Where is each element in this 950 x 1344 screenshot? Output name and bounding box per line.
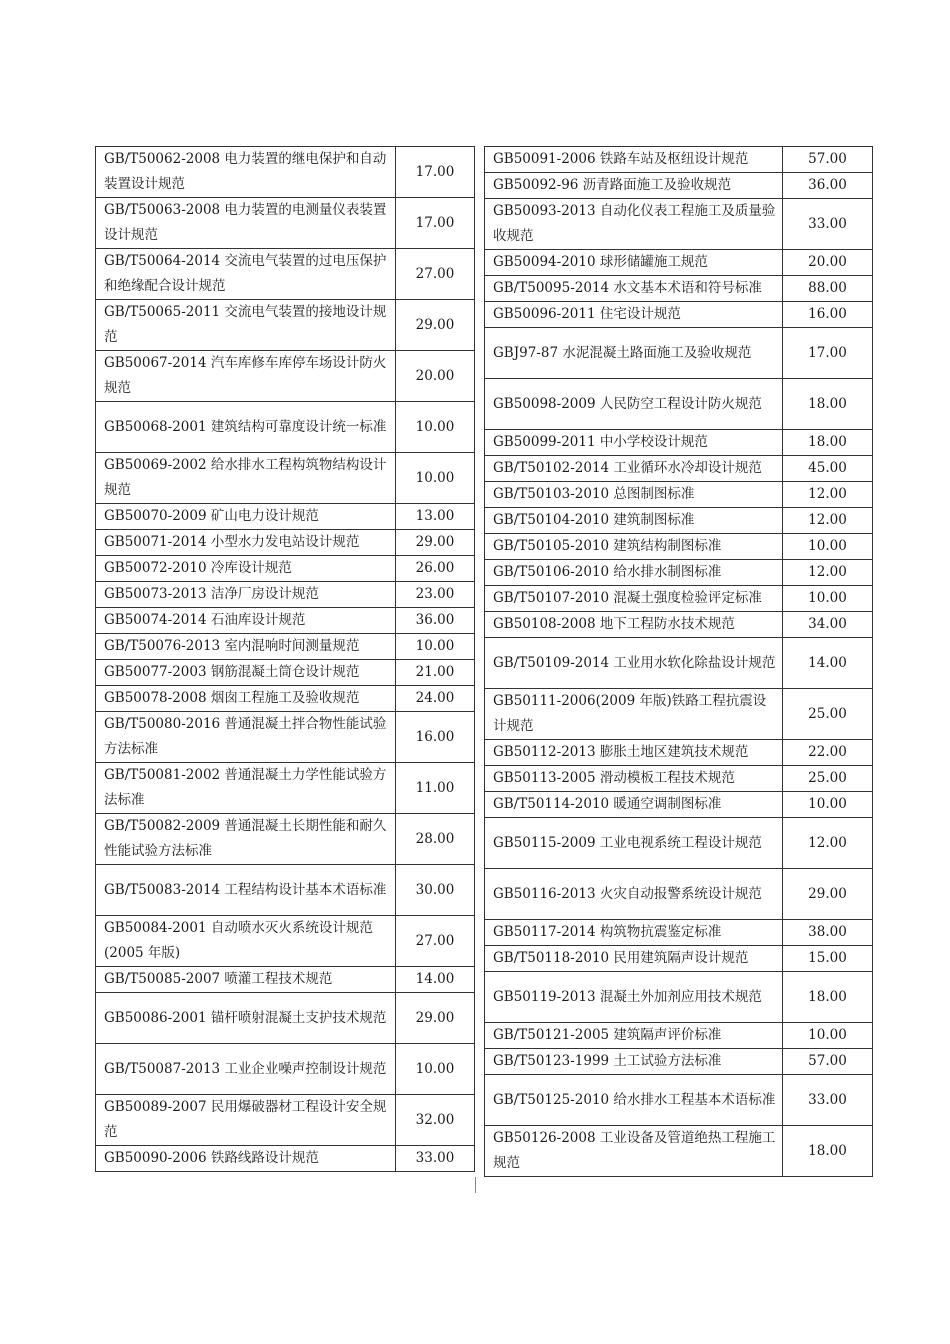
standard-name: GB50108-2008 地下工程防水技术规范 <box>485 612 783 638</box>
standard-name: GB/T50114-2010 暖通空调制图标准 <box>485 792 783 818</box>
standard-name: GB50115-2009 工业电视系统工程设计规范 <box>485 818 783 869</box>
standard-name: GB/T50080-2016 普通混凝土拌合物性能试验方法标准 <box>96 712 396 763</box>
standard-price: 33.00 <box>396 1146 475 1172</box>
table-row <box>485 302 873 328</box>
right-standards-table <box>484 146 873 1177</box>
standard-price: 25.00 <box>783 766 873 792</box>
standard-name: GB/T50081-2002 普通混凝土力学性能试验方法标准 <box>96 763 396 814</box>
table-row <box>96 814 475 865</box>
table-row <box>96 967 475 993</box>
standard-price: 13.00 <box>396 504 475 530</box>
standard-name: GB/T50107-2010 混凝土强度检验评定标准 <box>485 586 783 612</box>
standard-price: 29.00 <box>396 993 475 1044</box>
standard-name: GB50073-2013 洁净厂房设计规范 <box>96 582 396 608</box>
standard-price: 11.00 <box>396 763 475 814</box>
right-standards-column <box>484 146 873 1177</box>
standard-price: 24.00 <box>396 686 475 712</box>
standard-price: 10.00 <box>396 1044 475 1095</box>
table-row <box>485 534 873 560</box>
left-standards-column <box>95 146 475 1172</box>
standard-name: GB/T50083-2014 工程结构设计基本术语标准 <box>96 865 396 916</box>
table-row <box>96 660 475 686</box>
table-row <box>485 147 873 173</box>
standard-name: GB50077-2003 钢筋混凝土筒仓设计规范 <box>96 660 396 686</box>
standard-price: 17.00 <box>396 147 475 198</box>
table-row <box>485 869 873 920</box>
standard-price: 57.00 <box>783 147 873 173</box>
table-row <box>96 453 475 504</box>
standard-price: 29.00 <box>396 530 475 556</box>
standard-name: GB/T50095-2014 水文基本术语和符号标准 <box>485 276 783 302</box>
table-row <box>485 379 873 430</box>
table-row <box>96 608 475 634</box>
standard-price: 23.00 <box>396 582 475 608</box>
standard-price: 38.00 <box>783 920 873 946</box>
table-row <box>485 586 873 612</box>
table-row <box>96 504 475 530</box>
standard-price: 12.00 <box>783 508 873 534</box>
table-row <box>485 1126 873 1177</box>
column-divider <box>475 1177 476 1193</box>
standard-price: 30.00 <box>396 865 475 916</box>
standard-name: GB50086-2001 锚杆喷射混凝土支护技术规范 <box>96 993 396 1044</box>
table-row <box>485 456 873 482</box>
standard-name: GB/T50102-2014 工业循环水冷却设计规范 <box>485 456 783 482</box>
standard-name: GB50090-2006 铁路线路设计规范 <box>96 1146 396 1172</box>
standard-price: 88.00 <box>783 276 873 302</box>
standard-price: 25.00 <box>783 689 873 740</box>
standard-name: GB50126-2008 工业设备及管道绝热工程施工规范 <box>485 1126 783 1177</box>
table-row <box>96 300 475 351</box>
table-row <box>485 173 873 199</box>
table-row <box>96 686 475 712</box>
standard-price: 10.00 <box>783 792 873 818</box>
standard-price: 10.00 <box>783 586 873 612</box>
standard-name: GB50074-2014 石油库设计规范 <box>96 608 396 634</box>
standard-price: 18.00 <box>783 379 873 430</box>
standard-name: GB50119-2013 混凝土外加剂应用技术规范 <box>485 972 783 1023</box>
standard-price: 28.00 <box>396 814 475 865</box>
standard-price: 45.00 <box>783 456 873 482</box>
table-row <box>96 249 475 300</box>
standard-price: 10.00 <box>783 534 873 560</box>
table-row <box>485 1023 873 1049</box>
standard-name: GB/T50085-2007 喷灌工程技术规范 <box>96 967 396 993</box>
table-row <box>96 198 475 249</box>
standard-price: 20.00 <box>783 250 873 276</box>
standard-name: GB/T50123-1999 土工试验方法标准 <box>485 1049 783 1075</box>
standard-name: GB50112-2013 膨胀土地区建筑技术规范 <box>485 740 783 766</box>
standard-name: GB50093-2013 自动化仪表工程施工及质量验收规范 <box>485 199 783 250</box>
standard-name: GB/T50103-2010 总图制图标准 <box>485 482 783 508</box>
standard-price: 21.00 <box>396 660 475 686</box>
standard-price: 14.00 <box>396 967 475 993</box>
standard-price: 33.00 <box>783 1075 873 1126</box>
standard-name: GB50071-2014 小型水力发电站设计规范 <box>96 530 396 556</box>
standard-price: 16.00 <box>783 302 873 328</box>
standard-name: GB/T50125-2010 给水排水工程基本术语标准 <box>485 1075 783 1126</box>
table-row <box>485 1049 873 1075</box>
standard-price: 32.00 <box>396 1095 475 1146</box>
standard-price: 17.00 <box>783 328 873 379</box>
standard-name: GB50089-2007 民用爆破器材工程设计安全规范 <box>96 1095 396 1146</box>
table-row <box>96 712 475 763</box>
standard-name: GB50099-2011 中小学校设计规范 <box>485 430 783 456</box>
standard-name: GB/T50118-2010 民用建筑隔声设计规范 <box>485 946 783 972</box>
standard-price: 10.00 <box>396 634 475 660</box>
standard-name: GB/T50065-2011 交流电气装置的接地设计规范 <box>96 300 396 351</box>
table-row <box>485 612 873 638</box>
standard-name: GB/T50076-2013 室内混响时间测量规范 <box>96 634 396 660</box>
table-row <box>96 556 475 582</box>
table-row <box>96 530 475 556</box>
standard-price: 17.00 <box>396 198 475 249</box>
standard-name: GB50068-2001 建筑结构可靠度设计统一标准 <box>96 402 396 453</box>
standard-name: GB/T50063-2008 电力装置的电测量仪表装置设计规范 <box>96 198 396 249</box>
standard-price: 18.00 <box>783 430 873 456</box>
standard-name: GB/T50105-2010 建筑结构制图标准 <box>485 534 783 560</box>
standard-price: 12.00 <box>783 560 873 586</box>
table-row <box>485 792 873 818</box>
standard-name: GB50117-2014 构筑物抗震鉴定标准 <box>485 920 783 946</box>
table-row <box>96 402 475 453</box>
table-row <box>96 582 475 608</box>
standard-name: GB50067-2014 汽车库修车库停车场设计防火规范 <box>96 351 396 402</box>
standard-price: 29.00 <box>396 300 475 351</box>
table-row <box>485 482 873 508</box>
standard-price: 34.00 <box>783 612 873 638</box>
standard-name: GB50084-2001 自动喷水灭火系统设计规范(2005 年版) <box>96 916 396 967</box>
standard-price: 10.00 <box>396 453 475 504</box>
standard-price: 36.00 <box>396 608 475 634</box>
table-row <box>485 1075 873 1126</box>
standard-name: GB50069-2002 给水排水工程构筑物结构设计规范 <box>96 453 396 504</box>
table-row <box>96 1044 475 1095</box>
table-row <box>96 1095 475 1146</box>
standard-name: GB50072-2010 冷库设计规范 <box>96 556 396 582</box>
standard-price: 57.00 <box>783 1049 873 1075</box>
standard-name: GB50098-2009 人民防空工程设计防火规范 <box>485 379 783 430</box>
table-row <box>96 1146 475 1172</box>
table-row <box>485 818 873 869</box>
table-row <box>485 946 873 972</box>
table-row <box>96 916 475 967</box>
table-row <box>96 993 475 1044</box>
standard-price: 12.00 <box>783 818 873 869</box>
standard-price: 36.00 <box>783 173 873 199</box>
standard-price: 33.00 <box>783 199 873 250</box>
table-row <box>485 508 873 534</box>
table-row <box>485 766 873 792</box>
standard-name: GB/T50109-2014 工业用水软化除盐设计规范 <box>485 638 783 689</box>
standard-price: 12.00 <box>783 482 873 508</box>
standard-price: 26.00 <box>396 556 475 582</box>
standard-name: GB/T50104-2010 建筑制图标准 <box>485 508 783 534</box>
standard-name: GB/T50064-2014 交流电气装置的过电压保护和绝缘配合设计规范 <box>96 249 396 300</box>
table-row <box>485 430 873 456</box>
table-row <box>485 689 873 740</box>
table-row <box>485 638 873 689</box>
standard-name: GB/T50087-2013 工业企业噪声控制设计规范 <box>96 1044 396 1095</box>
standard-price: 15.00 <box>783 946 873 972</box>
standard-price: 14.00 <box>783 638 873 689</box>
standard-name: GB/T50121-2005 建筑隔声评价标准 <box>485 1023 783 1049</box>
standard-price: 16.00 <box>396 712 475 763</box>
table-row <box>485 250 873 276</box>
standard-name: GB/T50082-2009 普通混凝土长期性能和耐久性能试验方法标准 <box>96 814 396 865</box>
table-row <box>485 560 873 586</box>
standard-price: 27.00 <box>396 249 475 300</box>
standard-price: 18.00 <box>783 972 873 1023</box>
standard-name: GB50113-2005 滑动模板工程技术规范 <box>485 766 783 792</box>
table-row <box>96 351 475 402</box>
table-row <box>96 634 475 660</box>
standard-name: GB50070-2009 矿山电力设计规范 <box>96 504 396 530</box>
table-row <box>96 763 475 814</box>
standard-name: GB50091-2006 铁路车站及枢纽设计规范 <box>485 147 783 173</box>
standard-price: 22.00 <box>783 740 873 766</box>
standard-price: 10.00 <box>783 1023 873 1049</box>
standard-price: 27.00 <box>396 916 475 967</box>
standard-price: 20.00 <box>396 351 475 402</box>
standard-name: GB50078-2008 烟囱工程施工及验收规范 <box>96 686 396 712</box>
table-row <box>96 865 475 916</box>
standard-name: GBJ97-87 水泥混凝土路面施工及验收规范 <box>485 328 783 379</box>
standard-name: GB50094-2010 球形储罐施工规范 <box>485 250 783 276</box>
table-row <box>485 276 873 302</box>
standard-name: GB50096-2011 住宅设计规范 <box>485 302 783 328</box>
table-row <box>485 328 873 379</box>
standard-name: GB50092-96 沥青路面施工及验收规范 <box>485 173 783 199</box>
standard-price: 10.00 <box>396 402 475 453</box>
standard-name: GB50111-2006(2009 年版)铁路工程抗震设计规范 <box>485 689 783 740</box>
table-row <box>485 972 873 1023</box>
standard-price: 29.00 <box>783 869 873 920</box>
standard-price: 18.00 <box>783 1126 873 1177</box>
table-row <box>485 199 873 250</box>
table-row <box>485 740 873 766</box>
standard-name: GB50116-2013 火灾自动报警系统设计规范 <box>485 869 783 920</box>
table-row <box>485 920 873 946</box>
table-row <box>96 147 475 198</box>
left-standards-table <box>95 146 475 1172</box>
standard-name: GB/T50062-2008 电力装置的继电保护和自动装置设计规范 <box>96 147 396 198</box>
standard-name: GB/T50106-2010 给水排水制图标准 <box>485 560 783 586</box>
